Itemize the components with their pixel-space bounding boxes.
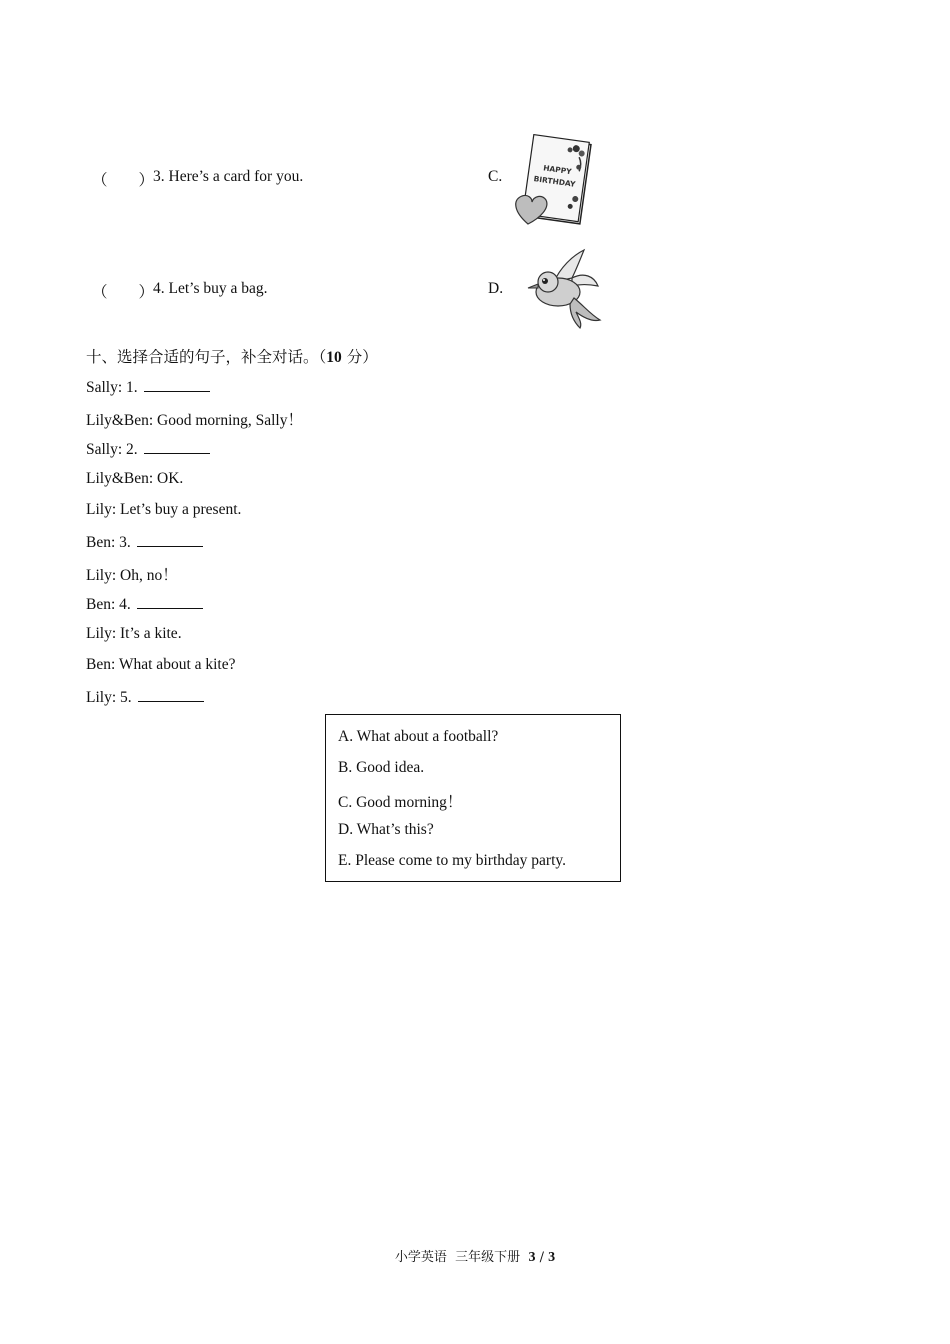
- card-text-birthday: BIRTHDAY: [533, 174, 577, 189]
- dialogue-line: Ben: What about a kite?: [86, 656, 236, 673]
- option-letter-d: D.: [488, 280, 504, 297]
- bird-icon: [514, 246, 606, 332]
- option-d: D. What’s this?: [338, 821, 434, 838]
- option-e: E. Please come to my birthday party.: [338, 852, 566, 869]
- question-4-text: 4. Let’s buy a bag.: [153, 280, 268, 297]
- footer-subject: 小学英语 三年级下册: [394, 1250, 529, 1265]
- heading-prefix: 十、选择合适的句子，补全对话。（: [86, 348, 327, 366]
- answer-paren-4[interactable]: （ ）: [92, 284, 155, 301]
- answer-blank-4[interactable]: [137, 594, 203, 609]
- dialogue-line: Lily&Ben: OK.: [86, 470, 184, 487]
- dialogue-line: Sally: 2.: [86, 439, 210, 459]
- answer-paren-3[interactable]: （ ）: [92, 172, 155, 189]
- options-box: [325, 714, 621, 882]
- answer-blank-5[interactable]: [138, 687, 204, 702]
- heading-suffix: 分）: [341, 348, 378, 366]
- footer-total-pages: 3: [548, 1250, 556, 1265]
- option-c: C. Good morning！: [338, 794, 463, 811]
- answer-blank-1[interactable]: [144, 377, 210, 392]
- dialogue-line: Lily: Oh, no！: [86, 567, 178, 584]
- birthday-card-icon: [510, 134, 594, 226]
- dialogue-line: Lily: 5.: [86, 687, 204, 707]
- option-b: B. Good idea.: [338, 759, 425, 776]
- answer-blank-2[interactable]: [144, 439, 210, 454]
- page-footer: [0, 1246, 950, 1266]
- dialogue-line: Lily: It’s a kite.: [86, 625, 182, 642]
- footer-separator: /: [535, 1250, 549, 1265]
- dialogue-line: Ben: 3.: [86, 532, 203, 552]
- heading-points: 10: [326, 349, 342, 366]
- card-text-happy: HAPPY: [542, 163, 573, 177]
- footer-page-number: 3: [528, 1250, 536, 1265]
- section-10-heading: [86, 345, 378, 367]
- option-a: A. What about a football?: [338, 728, 499, 745]
- question-3-text: 3. Here’s a card for you.: [153, 168, 304, 185]
- dialogue-line: Lily: Let’s buy a present.: [86, 501, 242, 518]
- answer-blank-3[interactable]: [137, 532, 203, 547]
- option-letter-c: C.: [488, 168, 503, 185]
- dialogue-line: Ben: 4.: [86, 594, 203, 614]
- dialogue-line: Sally: 1.: [86, 377, 210, 397]
- dialogue-line: Lily&Ben: Good morning, Sally！: [86, 412, 303, 429]
